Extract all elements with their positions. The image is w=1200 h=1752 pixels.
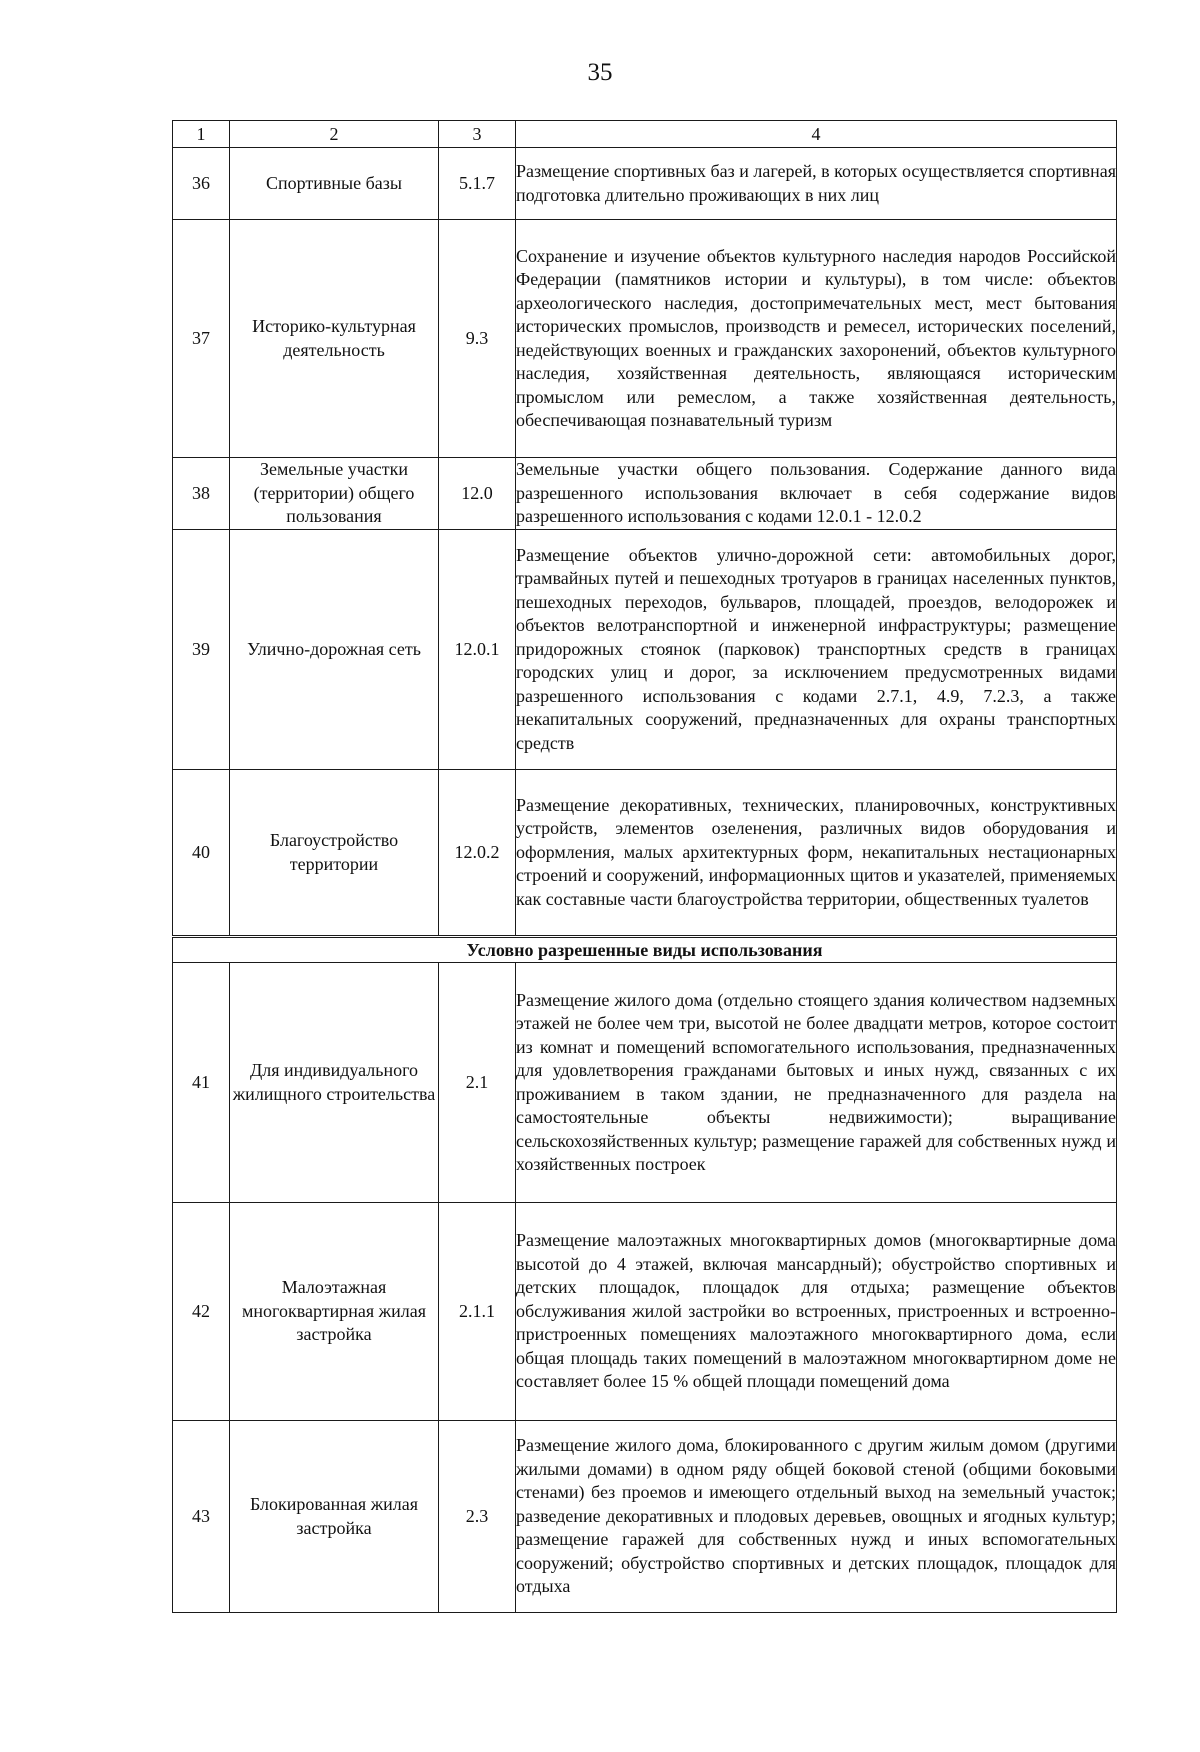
use-type-code: 9.3 [439, 220, 516, 458]
use-type-name: Малоэтажная многоквартирная жилая застройка [230, 1203, 439, 1421]
column-header-1: 1 [173, 121, 230, 148]
section-title: Условно разрешенные виды использования [173, 937, 1117, 963]
use-type-description: Размещение спортивных баз и лагерей, в которых осуществляется спортивная подготовка длительно проживающих в них лиц [516, 148, 1117, 220]
table-row [173, 220, 1117, 458]
use-type-name: Улично-дорожная сеть [230, 530, 439, 770]
table-row [173, 1203, 1117, 1421]
table-header-row [173, 121, 1117, 148]
use-type-description: Размещение жилого дома (отдельно стоящего здания количеством надземных этажей не более чем три, высотой не более двадцати метров, которое состоит из комнат и помещений вспомогательного использования, предназначенных для удовлетворения гражданами бытовых и иных нужд, связанных с их проживанием в таком здании, не предназначенного для раздела на самостоятельные объекты недвижимости); выращивание сельскохозяйственных культур; размещение гаражей для собственных нужд и хозяйственных построек [516, 963, 1117, 1203]
use-type-code: 2.1.1 [439, 1203, 516, 1421]
row-number: 37 [173, 220, 230, 458]
row-number: 39 [173, 530, 230, 770]
use-type-code: 2.1 [439, 963, 516, 1203]
use-type-name: Блокированная жилая застройка [230, 1421, 439, 1613]
use-type-code: 5.1.7 [439, 148, 516, 220]
use-type-code: 2.3 [439, 1421, 516, 1613]
use-type-description: Размещение малоэтажных многоквартирных домов (многоквартирные дома высотой до 4 этажей, включая мансардный); обустройство спортивных и детских площадок, площадок для отдыха; размещение объектов обслуживания жилой застройки во встроенных, пристроенных и встроенно-пристроенных помещениях малоэтажного многоквартирного дома, если общая площадь таких помещений в малоэтажном многоквартирном доме не составляет более 15 % общей площади помещений дома [516, 1203, 1117, 1421]
row-number: 38 [173, 458, 230, 530]
use-type-code: 12.0.1 [439, 530, 516, 770]
row-number: 43 [173, 1421, 230, 1613]
use-type-name: Историко-культурная деятельность [230, 220, 439, 458]
use-type-code: 12.0.2 [439, 770, 516, 937]
use-type-name: Земельные участки (территории) общего пользования [230, 458, 439, 530]
use-type-description: Земельные участки общего пользования. Содержание данного вида разрешенного использования включает в себя содержание видов разрешенного использования с кодами 12.0.1 - 12.0.2 [516, 458, 1117, 530]
use-type-description: Размещение декоративных, технических, планировочных, конструктивных устройств, элементов озеленения, различных видов оборудования и оформления, малых архитектурных форм, некапитальных нестационарных строений и сооружений, информационных щитов и указателей, применяемых как составные части благоустройства территории, общественных туалетов [516, 770, 1117, 937]
use-type-name: Для индивидуального жилищного строительства [230, 963, 439, 1203]
use-type-description: Размещение объектов улично-дорожной сети: автомобильных дорог, трамвайных путей и пешеходных тротуаров в границах населенных пунктов, пешеходных переходов, бульваров, площадей, проездов, велодорожек и объектов велотранспортной и инженерной инфраструктуры; размещение придорожных стоянок (парковок) транспортных средств в границах городских улиц и дорог, за исключением предусмотренных видами разрешенного использования с кодами 2.7.1, 4.9, 7.2.3, а также некапитальных сооружений, предназначенных для охраны транспортных средств [516, 530, 1117, 770]
land-use-table [172, 120, 1117, 1613]
column-header-2: 2 [230, 121, 439, 148]
table-row [173, 530, 1117, 770]
table-row [173, 963, 1117, 1203]
table-row [173, 1421, 1117, 1613]
row-number: 36 [173, 148, 230, 220]
page-number: 35 [587, 59, 613, 86]
section-heading-row [173, 937, 1117, 963]
column-header-4: 4 [516, 121, 1117, 148]
table-row [173, 458, 1117, 530]
row-number: 41 [173, 963, 230, 1203]
use-type-code: 12.0 [439, 458, 516, 530]
use-type-description: Размещение жилого дома, блокированного с другим жилым домом (другими жилыми домами) в одном ряду общей боковой стеной (общими боковыми стенами) без проемов и имеющего отдельный выход на земельный участок; разведение декоративных и плодовых деревьев, овощных и ягодных культур; размещение гаражей для собственных нужд и иных вспомогательных сооружений; обустройство спортивных и детских площадок, площадок для отдыха [516, 1421, 1117, 1613]
table-row [173, 770, 1117, 937]
row-number: 42 [173, 1203, 230, 1421]
table-row [173, 148, 1117, 220]
row-number: 40 [173, 770, 230, 937]
column-header-3: 3 [439, 121, 516, 148]
use-type-description: Сохранение и изучение объектов культурного наследия народов Российской Федерации (памятников истории и культуры), в том числе: объектов археологического наследия, достопримечательных мест, мест бытования исторических промыслов, производств и ремесел, исторических поселений, недействующих военных и гражданских захоронений, объектов культурного наследия, хозяйственная деятельность, являющаяся историческим промыслом или ремеслом, а также хозяйственная деятельность, обеспечивающая познавательный туризм [516, 220, 1117, 458]
use-type-name: Благоустройство территории [230, 770, 439, 937]
use-type-name: Спортивные базы [230, 148, 439, 220]
